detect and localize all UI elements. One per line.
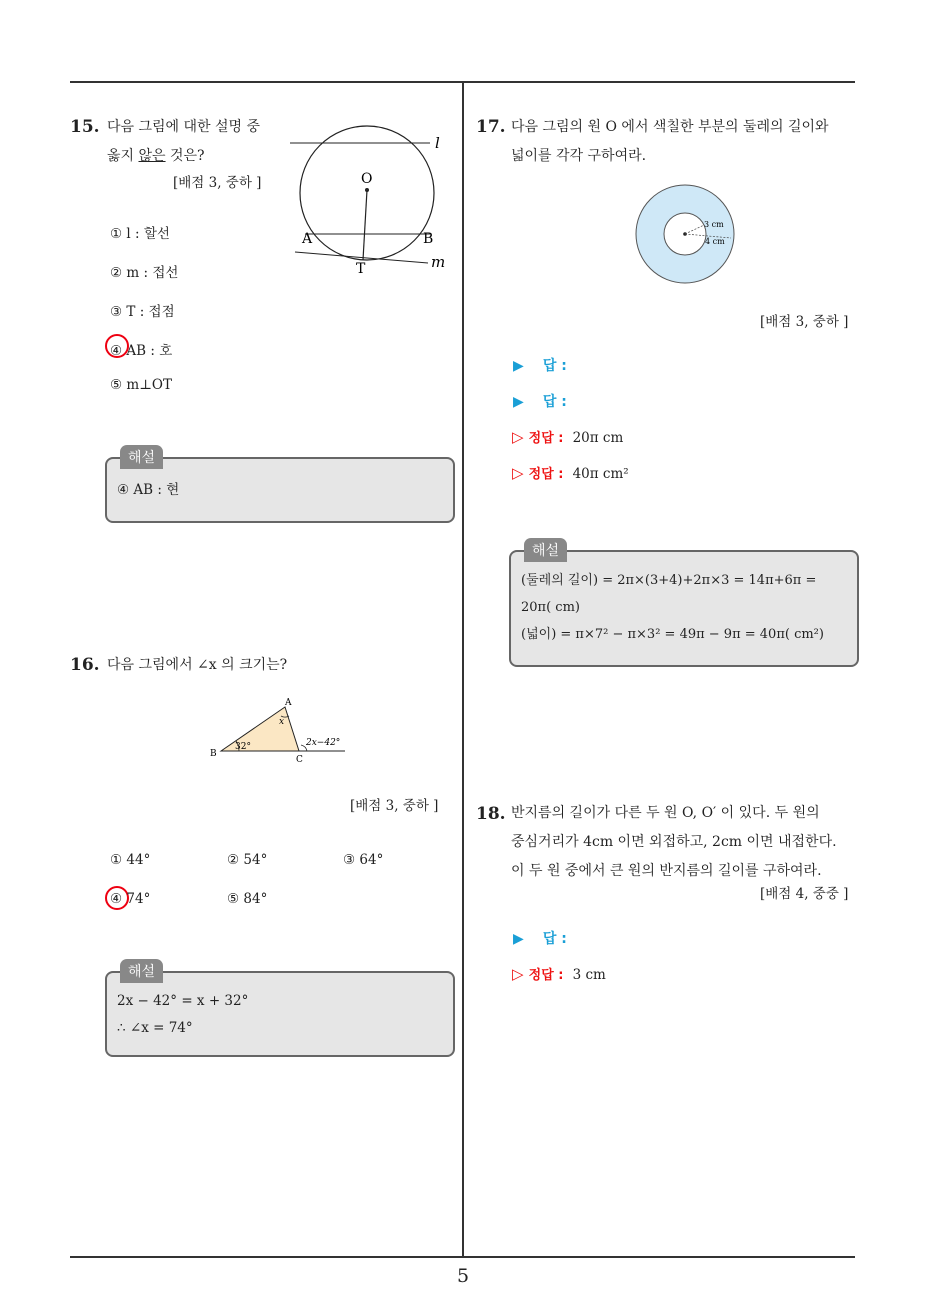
bottom-rule bbox=[70, 1256, 855, 1258]
column-divider bbox=[462, 82, 464, 1257]
q15-points: [배점 3, 중하 ] bbox=[173, 175, 262, 191]
q17-points: [배점 3, 중하 ] bbox=[760, 314, 849, 330]
q15-number: 15. bbox=[70, 117, 100, 137]
q18-answer-1[interactable] bbox=[513, 928, 567, 948]
q18-points: [배점 4, 중중 ] bbox=[760, 886, 849, 902]
q16-option-3[interactable]: ③ 64° bbox=[343, 852, 384, 868]
q17-label-inner: 3 cm bbox=[704, 220, 724, 229]
q16-label-A: A bbox=[285, 698, 292, 708]
q18-text-line3: 이 두 원 중에서 큰 원의 반지름의 길이를 구하여라. bbox=[511, 863, 822, 879]
q17-explanation-tag: 해설 bbox=[524, 538, 567, 562]
q17-key-1-label: 정답 : bbox=[528, 431, 564, 446]
play-icon: ▶ bbox=[513, 394, 524, 410]
q18-question bbox=[511, 799, 861, 886]
outline-triangle-icon: ▷ bbox=[512, 428, 524, 446]
q17-key-2-value: 40π cm² bbox=[572, 466, 629, 482]
q15-text-line2: 옳지 않은 것은? bbox=[107, 148, 205, 164]
q17-key-2-label: 정답 : bbox=[528, 467, 564, 482]
q15-circle-figure bbox=[290, 115, 450, 285]
q18-answer-1-label: 답 : bbox=[542, 931, 567, 947]
q17-text-line1: 다음 그림의 원 O 에서 색칠한 부분의 둘레의 길이와 bbox=[511, 119, 829, 135]
q15-label-O: O bbox=[361, 171, 373, 187]
q16-label-B: B bbox=[210, 749, 217, 759]
q17-answer-1[interactable] bbox=[513, 355, 567, 375]
q16-option-4[interactable]: ④ 74° bbox=[110, 891, 151, 907]
q16-number: 16. bbox=[70, 655, 100, 675]
q16-explanation-tag: 해설 bbox=[120, 959, 163, 983]
q16-label-C: C bbox=[296, 755, 303, 765]
q18-number: 18. bbox=[476, 804, 506, 824]
q18-key-1-label: 정답 : bbox=[528, 968, 564, 983]
q18-text-line2: 중심거리가 4cm 이면 외접하고, 2cm 이면 내접한다. bbox=[511, 834, 837, 850]
q18-text-line1: 반지름의 길이가 다른 두 원 O, O′ 이 있다. 두 원의 bbox=[511, 805, 820, 821]
q18-key-1-value: 3 cm bbox=[572, 967, 606, 983]
q15-option-3[interactable]: ③ T : 접점 bbox=[110, 304, 175, 320]
q16-explanation-line2: ∴ ∠x = 74° bbox=[117, 1020, 193, 1036]
q16-angle-x: x bbox=[279, 717, 285, 727]
q16-angle-exterior: 2x−42° bbox=[306, 738, 341, 748]
q15-label-B: B bbox=[423, 231, 434, 247]
q17-answer-2[interactable] bbox=[513, 391, 567, 411]
q16-points: [배점 3, 중하 ] bbox=[350, 798, 439, 814]
q17-answer-1-label: 답 : bbox=[542, 358, 567, 374]
page-number: 5 bbox=[456, 1265, 470, 1287]
q15-explanation-tag: 해설 bbox=[120, 445, 163, 469]
q16-option-5[interactable]: ⑤ 84° bbox=[227, 891, 268, 907]
q17-explanation-line3: (넓이) = π×7² − π×3² = 49π − 9π = 40π( cm²) bbox=[521, 627, 824, 642]
outline-triangle-icon: ▷ bbox=[512, 464, 524, 482]
q17-explanation-line2: 20π( cm) bbox=[521, 600, 580, 615]
q15-label-l: l bbox=[435, 134, 440, 152]
q17-label-outer: 4 cm bbox=[705, 237, 725, 246]
q15-question bbox=[107, 113, 287, 171]
q16-option-1[interactable]: ① 44° bbox=[110, 852, 151, 868]
q17-key-2 bbox=[512, 463, 629, 482]
play-icon: ▶ bbox=[513, 931, 524, 947]
q15-explanation-text: ④ AB : 현 bbox=[117, 482, 180, 498]
q16-question: 다음 그림에서 ∠x 의 크기는? bbox=[107, 657, 288, 673]
q17-question bbox=[511, 113, 861, 171]
q17-answer-2-label: 답 : bbox=[542, 394, 567, 410]
q15-label-T: T bbox=[356, 261, 366, 277]
q17-key-1-value: 20π cm bbox=[572, 430, 624, 446]
q16-triangle-figure bbox=[205, 695, 355, 770]
q15-text-line1: 다음 그림에 대한 설명 중 bbox=[107, 119, 261, 135]
q18-key-1 bbox=[512, 964, 606, 983]
q15-option-1[interactable]: ① l : 할선 bbox=[110, 226, 170, 242]
q15-option-5[interactable]: ⑤ m⊥OT bbox=[110, 377, 172, 393]
play-icon: ▶ bbox=[513, 358, 524, 374]
q17-explanation-line1: (둘레의 길이) = 2π×(3+4)+2π×3 = 14π+6π = bbox=[521, 573, 817, 588]
q15-label-m: m bbox=[431, 253, 446, 271]
q16-option-2[interactable]: ② 54° bbox=[227, 852, 268, 868]
q16-angle-B: 32° bbox=[235, 742, 251, 752]
outline-triangle-icon: ▷ bbox=[512, 965, 524, 983]
q17-explanation-text bbox=[521, 567, 824, 648]
q15-option-2[interactable]: ② m : 접선 bbox=[110, 265, 179, 281]
q17-text-line2: 넓이를 각각 구하여라. bbox=[511, 148, 647, 164]
q15-option-4[interactable]: ④ AB : 호 bbox=[110, 343, 173, 359]
q17-number: 17. bbox=[476, 117, 506, 137]
q15-label-A: A bbox=[302, 231, 313, 247]
q16-explanation-line1: 2x − 42° = x + 32° bbox=[117, 993, 249, 1009]
q17-annulus-figure bbox=[632, 182, 742, 292]
q17-key-1 bbox=[512, 427, 623, 446]
q16-explanation-text bbox=[117, 988, 248, 1042]
